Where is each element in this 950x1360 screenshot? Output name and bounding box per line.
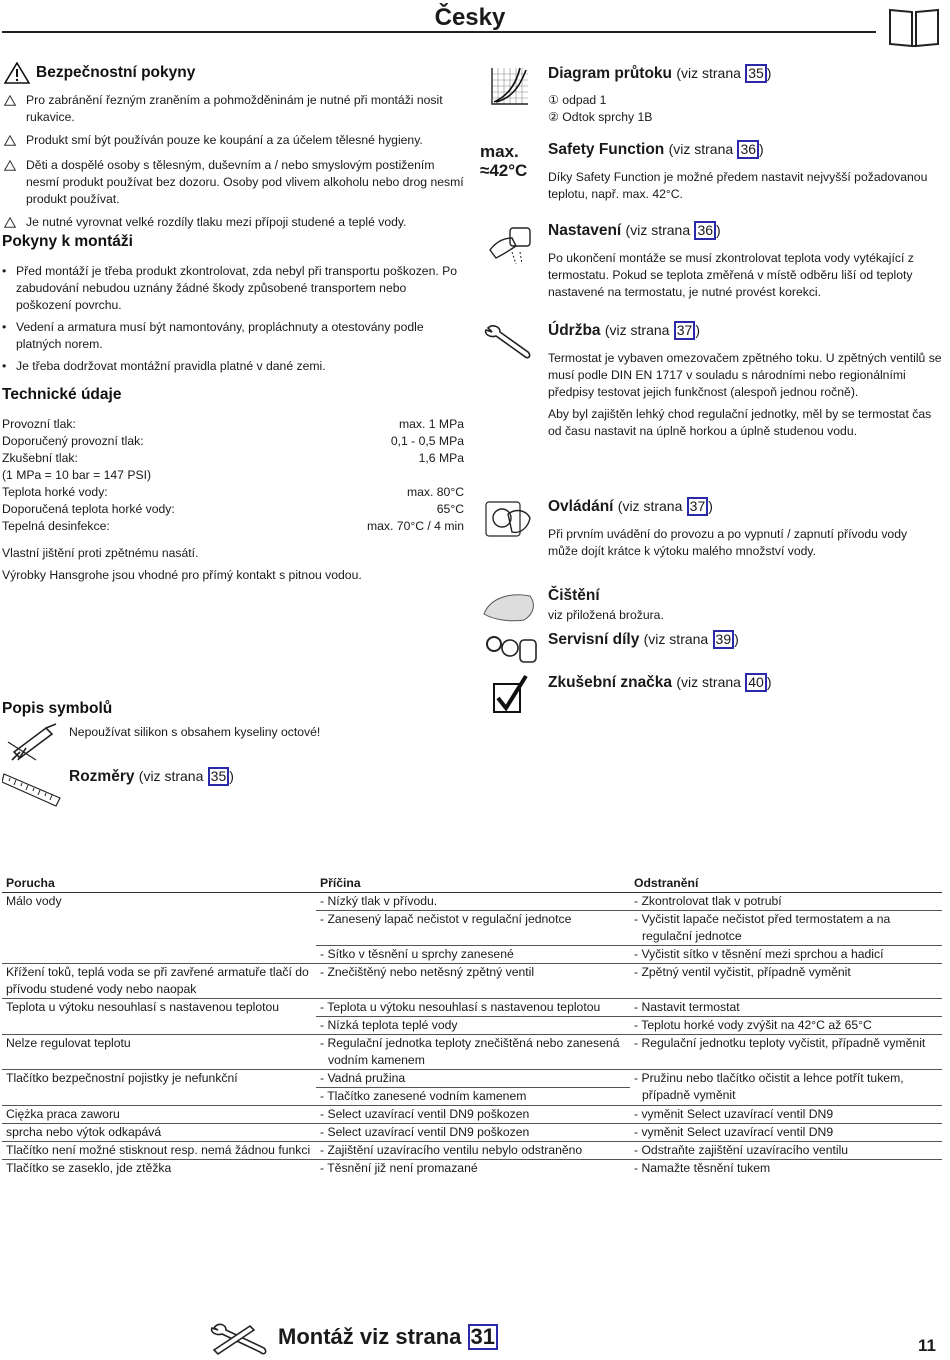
safety-item: Je nutné vyrovnat velké rozdíly tlaku mezi přípoji studené a teplé vody. bbox=[4, 214, 464, 233]
mounting-section bbox=[2, 233, 464, 375]
table-row: - Zanesený lapač nečistot v regulační jednotce - Vyčistit lapače nečistot před termostatem a na regulační jednotce bbox=[2, 910, 942, 945]
maintenance-heading: Údržba (viz strana 37 ) bbox=[548, 322, 700, 339]
cleaning-text: viz přiložená brožura. bbox=[548, 608, 664, 622]
operation-page-link[interactable]: 37 bbox=[687, 497, 709, 516]
dimensions-heading: Rozměry (viz strana 35 ) bbox=[69, 768, 234, 785]
flow-page-link[interactable]: 35 bbox=[745, 64, 767, 83]
operation-heading: Ovládání (viz strana 37 ) bbox=[548, 498, 713, 515]
hand-thermostat-icon bbox=[486, 224, 536, 268]
tools-icon bbox=[210, 1318, 270, 1358]
safety-function-page-link[interactable]: 36 bbox=[737, 140, 759, 159]
manual-book-icon bbox=[888, 6, 940, 48]
test-mark-page-link[interactable]: 40 bbox=[745, 673, 767, 692]
table-row: Ciężka praca zaworu - Select uzavírací ventil DN9 poškozen - vyměnit Select uzavírací ventil DN9 bbox=[2, 1105, 942, 1123]
small-warning-icon bbox=[4, 132, 18, 151]
warning-triangle-icon bbox=[4, 62, 30, 84]
spare-parts-page-link[interactable]: 39 bbox=[713, 630, 735, 649]
small-warning-icon bbox=[4, 214, 18, 233]
tech-row: Doporučený provozní tlak: 0,1 - 0,5 MPa bbox=[2, 434, 464, 448]
table-row: Křížení toků, teplá voda se při zavřené armatuře tlačí do přívodu studené vody nebo naopak - Znečištěný nebo netěsný zpětný ventil - Zpětný ventil vyčistit, případně vyměnit bbox=[2, 963, 942, 998]
test-mark-heading: Zkušební značka (viz strana 40 ) bbox=[548, 674, 772, 691]
page-number: 11 bbox=[918, 1336, 936, 1355]
tech-table bbox=[2, 416, 464, 535]
spare-parts-icon bbox=[484, 630, 540, 666]
dimensions-page-link[interactable]: 35 bbox=[208, 767, 230, 786]
tech-row: Tepelná desinfekce: max. 70°C / 4 min bbox=[2, 519, 464, 533]
maintenance-text: Aby byl zajištěn lehký chod regulační jednotky, měl by se termostat čas od času nastavit na úplně horkou a úplně studenou vodu. bbox=[548, 407, 932, 438]
table-row: Nelze regulovat teplotu - Regulační jednotka teploty znečištěná nebo zanesená vodním kamenem - Regulační jednotku teploty vyčistit, případně vyměnit bbox=[2, 1034, 942, 1069]
flow-diagram-heading: Diagram průtoku (viz strana 35 ) bbox=[548, 65, 772, 82]
column-header-cause: Příčina bbox=[316, 874, 630, 892]
operation-text: Při prvním uvádění do provozu a po vypnutí / zapnutí přívodu vody může dojít krátce k výtoku malého množství vody. bbox=[548, 527, 908, 558]
mounting-item: • Je třeba dodržovat montážní pravidla platné v dané zemi. bbox=[2, 359, 326, 373]
header-rule bbox=[2, 31, 876, 33]
silicone-warning: Nepoužívat silikon s obsahem kyseliny octové! bbox=[69, 725, 321, 739]
tech-note: Vlastní jištění proti zpětnému nasátí. bbox=[2, 546, 199, 560]
mounting-heading: Pokyny k montáži bbox=[2, 233, 133, 250]
tech-section bbox=[2, 386, 464, 584]
small-warning-icon bbox=[4, 92, 18, 126]
flow-diagram-icon bbox=[490, 66, 530, 106]
footer-assembly-title: Montáž viz strana 31 bbox=[278, 1324, 498, 1350]
maintenance-page-link[interactable]: 37 bbox=[674, 321, 696, 340]
safety-heading: Bezpečnostní pokyny bbox=[36, 64, 196, 81]
column-header-fault: Porucha bbox=[2, 874, 316, 892]
safety-item: Produkt smí být používán pouze ke koupání a za účelem tělesné hygieny. bbox=[4, 132, 464, 151]
table-row: Tlačítko se zaseklo, jde ztěžka - Těsnění již není promazané - Namažte těsnění tukem bbox=[6, 1160, 771, 1175]
settings-heading: Nastavení (viz strana 36 ) bbox=[548, 222, 721, 239]
assembly-page-link[interactable]: 31 bbox=[468, 1324, 498, 1350]
troubleshooting-table bbox=[2, 874, 942, 1177]
mounting-item: • Před montáží je třeba produkt zkontrolovat, zda nebyl při transportu poškozen. Po zabudování nebudou uznány žádné škody způsobené transportem nebo poškození povrchu. bbox=[2, 264, 458, 312]
page-language-title: Česky bbox=[434, 4, 506, 31]
safety-item: Pro zabránění řezným zraněním a pohmožděninám je nutné při montáži nosit rukavice. bbox=[4, 92, 464, 126]
table-row: Tlačítko není možné stisknout resp. nemá žádnou funkci - Zajištění uzavíracího ventilu nebylo odstraněno - Odstraňte zajištění uzavíracího ventilu bbox=[2, 1141, 942, 1159]
cleaning-cloth-icon bbox=[480, 590, 540, 624]
wrench-icon bbox=[482, 322, 538, 360]
cleaning-heading: Čištění bbox=[548, 587, 600, 604]
mounting-item: • Vedení a armatura musí být namontovány, propláchnuty a otestovány podle platných norem. bbox=[2, 320, 424, 351]
safety-item: Děti a dospělé osoby s tělesným, duševním a / nebo smyslovým postižením nesmí produkt používat bez dozoru. Osoby pod vlivem alkoholu nebo drog nesmí produkt používat. bbox=[4, 157, 464, 208]
tech-row: Provozní tlak: max. 1 MPa bbox=[2, 417, 464, 431]
safety-section bbox=[4, 62, 464, 233]
table-row: sprcha nebo výtok odkapává - Select uzavírací ventil DN9 poškozen - vyměnit Select uzavírací ventil DN9 bbox=[2, 1123, 942, 1141]
table-row: - Sítko v těsnění u sprchy zanesené - Vyčistit sítko v těsnění mezi sprchou a hadicí bbox=[2, 945, 942, 963]
max-temp-label: max. ≈42°C bbox=[480, 142, 528, 180]
tech-row: (1 MPa = 10 bar = 147 PSI) bbox=[2, 468, 152, 482]
table-row: - Nízká teplota teplé vody - Teplotu horké vody zvýšit na 42°C až 65°C bbox=[2, 1016, 942, 1034]
small-warning-icon bbox=[4, 157, 18, 208]
test-mark-check-icon bbox=[492, 674, 528, 714]
tech-heading: Technické údaje bbox=[2, 386, 122, 403]
flow-legend-item: ① odpad 1 bbox=[548, 93, 607, 107]
column-header-remedy: Odstranění bbox=[630, 874, 942, 892]
tech-row: Doporučená teplota horké vody: 65°C bbox=[2, 502, 464, 516]
table-row: - Tlačítko zanesené vodním kamenem bbox=[2, 1087, 942, 1105]
operation-hand-icon bbox=[484, 496, 534, 540]
table-row: Tlačítko bezpečnostní pojistky je nefunkční - Vadná pružina - Pružinu nebo tlačítko očistit a lehce potřít tukem, případně vyměnit bbox=[2, 1069, 942, 1087]
tech-row: Zkušební tlak: 1,6 MPa bbox=[2, 451, 464, 465]
symbols-heading: Popis symbolů bbox=[2, 700, 113, 717]
safety-function-heading: Safety Function (viz strana 36 ) bbox=[548, 141, 764, 158]
spare-parts-heading: Servisní díly (viz strana 39 ) bbox=[548, 631, 739, 648]
ruler-icon bbox=[2, 768, 62, 808]
settings-page-link[interactable]: 36 bbox=[694, 221, 716, 240]
tech-row: Teplota horké vody: max. 80°C bbox=[2, 485, 464, 499]
maintenance-text: Termostat je vybaven omezovačem zpětného toku. U zpětných ventilů se musí podle DIN EN 1717 v souladu s národními nebo regionálními předpisy testovat jejich funkčnost (alespoň jednou ročně). bbox=[548, 351, 942, 399]
settings-text: Po ukončení montáže se musí zkontrolovat teplota vody vytékající z termostatu. Pokud se teplota změřená v místě odběru liší od teploty nastavené na termostatu, je nutné provést korekci. bbox=[548, 251, 914, 299]
silicone-gun-icon bbox=[6, 722, 58, 762]
troubleshooting-table-wrap bbox=[2, 874, 942, 1177]
table-row: Málo vody - Nízký tlak v přívodu. - Zkontrolovat tlak v potrubí bbox=[2, 892, 942, 910]
table-row: Teplota u výtoku nesouhlasí s nastavenou teplotou - Teplota u výtoku nesouhlasí s nastavenou teplotou - Nastavit termostat bbox=[2, 998, 942, 1016]
tech-note: Výrobky Hansgrohe jsou vhodné pro přímý kontakt s pitnou vodou. bbox=[2, 568, 362, 582]
flow-legend-item: ② Odtok sprchy 1B bbox=[548, 110, 653, 124]
safety-function-text: Díky Safety Function je možné předem nastavit nejvyšší požadovanou teplotu, např. max. 42°C. bbox=[548, 170, 928, 201]
